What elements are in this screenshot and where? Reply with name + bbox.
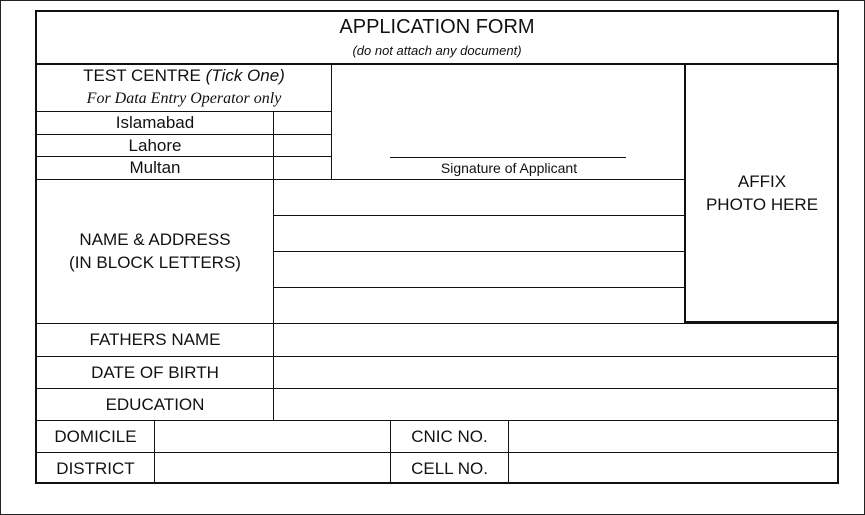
form-title: APPLICATION FORM xyxy=(339,16,535,38)
test-centre-label: TEST CENTRE xyxy=(83,66,201,85)
address-row-divider-1 xyxy=(273,215,685,216)
date-of-birth-label: DATE OF BIRTH xyxy=(91,363,219,382)
address-input-line-1[interactable] xyxy=(275,181,683,214)
address-input-line-3[interactable] xyxy=(275,253,683,286)
centre-option-lahore: Lahore xyxy=(128,136,182,155)
cnic-input[interactable] xyxy=(510,422,837,451)
fathers-row-top xyxy=(37,323,837,324)
domicile-label-divider xyxy=(154,420,155,482)
centre-right-divider xyxy=(331,63,332,180)
photo-box-left-border xyxy=(684,63,686,324)
test-centre-heading xyxy=(37,66,331,86)
domicile-input[interactable] xyxy=(156,422,389,451)
education-input[interactable] xyxy=(275,390,837,419)
cnic-label-divider xyxy=(508,420,509,482)
tick-box-islamabad[interactable] xyxy=(274,112,331,133)
name-address-label-line2: (IN BLOCK LETTERS) xyxy=(69,253,241,272)
fathers-name-label: FATHERS NAME xyxy=(89,330,221,349)
centre-option-islamabad: Islamabad xyxy=(115,113,195,132)
education-label: EDUCATION xyxy=(105,395,205,414)
district-row-top xyxy=(37,452,837,453)
domicile-label: DOMICILE xyxy=(54,427,137,446)
signature-label: Signature of Applicant xyxy=(440,160,578,176)
tick-box-multan[interactable] xyxy=(274,157,331,178)
photo-label-line2: PHOTO HERE xyxy=(705,195,819,214)
photo-label-line1: AFFIX xyxy=(737,172,787,191)
date-of-birth-input[interactable] xyxy=(275,358,837,387)
tick-box-lahore[interactable] xyxy=(274,135,331,155)
cell-input[interactable] xyxy=(510,454,837,482)
address-input-line-4[interactable] xyxy=(275,289,683,322)
address-row-divider-2 xyxy=(273,251,685,252)
district-input[interactable] xyxy=(156,454,389,482)
centre-option-multan: Multan xyxy=(129,158,181,177)
address-input-line-2[interactable] xyxy=(275,217,683,250)
form-subtitle: (do not attach any document) xyxy=(352,43,522,58)
cnic-label: CNIC NO. xyxy=(411,427,488,446)
education-row-top xyxy=(37,388,837,389)
district-label: DISTRICT xyxy=(56,459,135,478)
name-address-label-line1: NAME & ADDRESS xyxy=(79,230,231,249)
tick-column-divider xyxy=(273,111,274,179)
tick-one-note: (Tick One) xyxy=(205,66,285,85)
address-row-divider-3 xyxy=(273,287,685,288)
dob-row-top xyxy=(37,356,837,357)
cell-label: CELL NO. xyxy=(411,459,488,478)
data-entry-note: For Data Entry Operator only xyxy=(86,90,282,107)
signature-line xyxy=(390,157,626,158)
application-form xyxy=(35,10,839,484)
domicile-row-top xyxy=(37,420,837,421)
centre-bottom-divider xyxy=(37,179,685,180)
fathers-name-input[interactable] xyxy=(275,325,837,355)
